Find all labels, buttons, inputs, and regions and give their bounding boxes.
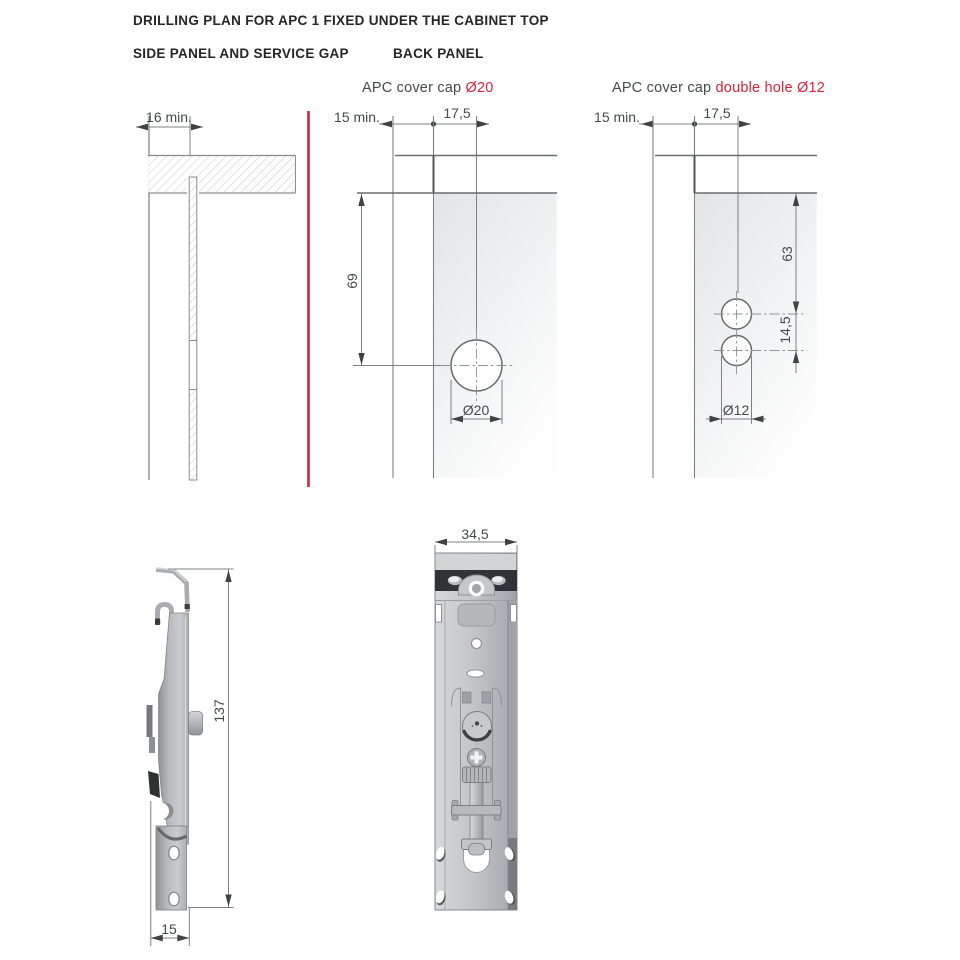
label-cover-cap-20-text: APC cover cap bbox=[362, 80, 462, 96]
dim-cap12-depth: 63 bbox=[779, 246, 795, 262]
label-cover-cap-20-highlight: Ø20 bbox=[465, 80, 494, 96]
label-cover-cap-12-highlight: double hole Ø12 bbox=[715, 80, 825, 96]
dim-bracket-width: 34,5 bbox=[461, 526, 489, 542]
side-panel-drawing bbox=[136, 111, 309, 487]
back-panel-cap20-drawing bbox=[353, 116, 557, 478]
dim-cap20-offset: 17,5 bbox=[443, 105, 471, 121]
dim-cap20-diameter: Ø20 bbox=[462, 402, 490, 418]
back-panel-cap12-drawing bbox=[639, 116, 817, 478]
bracket-side-view bbox=[140, 568, 234, 946]
bracket-front-view bbox=[434, 539, 517, 910]
dim-cap12-diameter: Ø12 bbox=[722, 402, 750, 418]
dim-bracket-depth: 15 bbox=[161, 921, 177, 937]
label-cover-cap-12-text: APC cover cap bbox=[612, 80, 712, 96]
dim-bracket-height: 137 bbox=[211, 699, 227, 723]
label-cover-cap-20 bbox=[362, 80, 494, 96]
dim-cap12-pitch: 14,5 bbox=[777, 316, 793, 344]
dim-cap20-edge: 15 min. bbox=[334, 109, 380, 125]
dim-cap12-edge: 15 min. bbox=[594, 109, 640, 125]
page-title: DRILLING PLAN FOR APC 1 FIXED UNDER THE CABINET TOP bbox=[133, 13, 549, 28]
dim-cap12-offset: 17,5 bbox=[703, 105, 731, 121]
heading-back-panel: BACK PANEL bbox=[393, 46, 484, 61]
dim-side-gap: 16 min. bbox=[146, 109, 192, 125]
label-cover-cap-12 bbox=[612, 80, 825, 96]
dim-cap20-depth: 69 bbox=[344, 273, 360, 289]
heading-side-panel: SIDE PANEL AND SERVICE GAP bbox=[133, 46, 349, 61]
